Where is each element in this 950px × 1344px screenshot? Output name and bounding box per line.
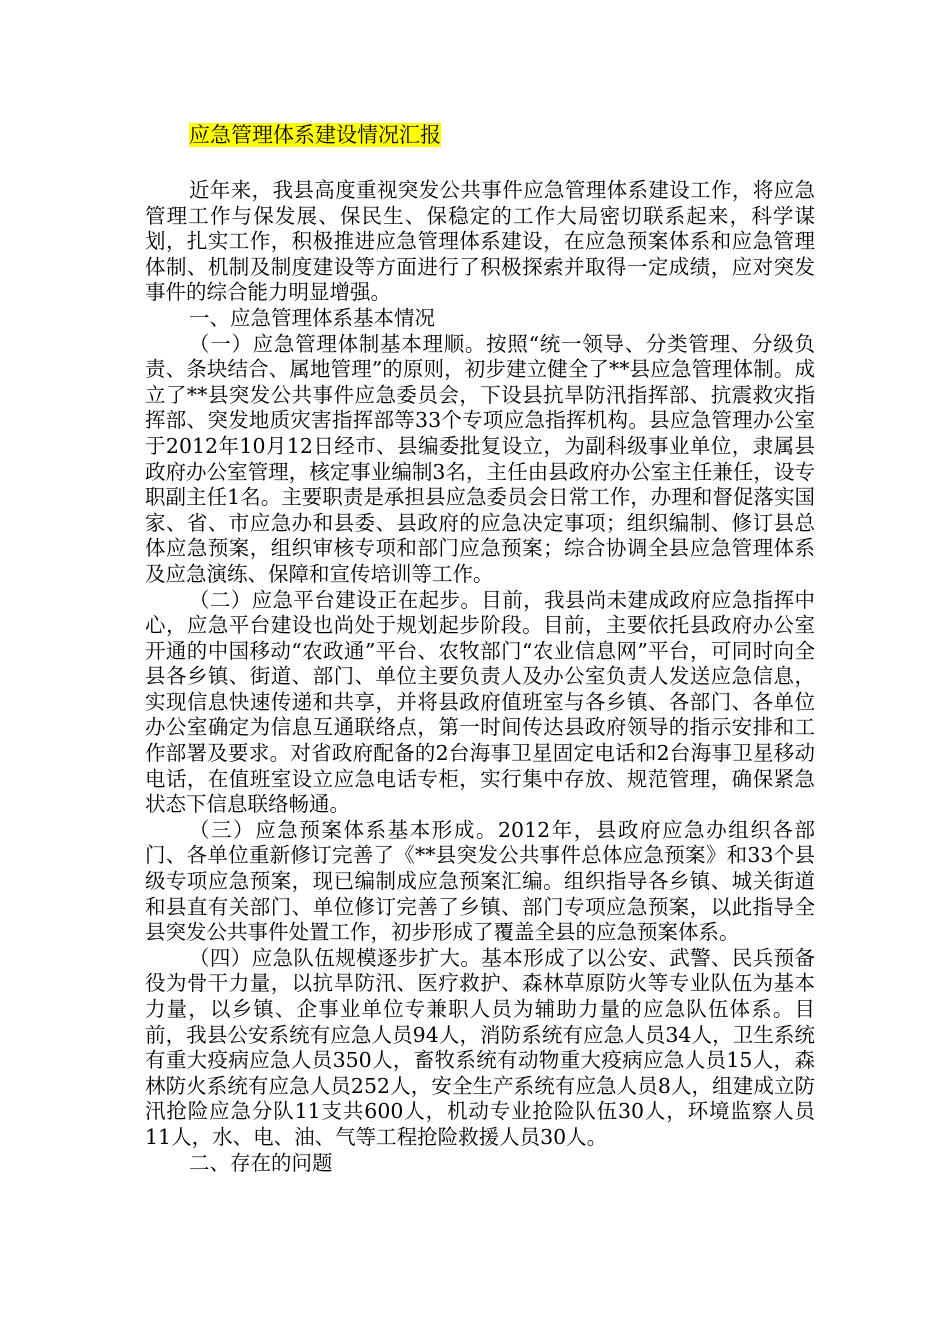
paragraph-platform-construction: （二）应急平台建设正在起步。目前，我县尚未建成政府应急指挥中心，应急平台建设也尚处于规划起步阶段。目前，主要依托县政府办公室开通的中国移动“农政通”平台、农牧部门“农业信息网”平台，可同时向全县各乡镇、街道、部门、单位主要负责人及办公室负责人发送应急信息，实现信息快速传递和共享，并将县政府值班室与各乡镇、各部门、各单位办公室确定为信息互通联络点，第一时间传达县政府领导的指示安排和工作部署及要求。对省政府配备的2台海事卫星固定电话和2台海事卫星移动电话，在值班室设立应急电话专柜，实行集中存放、规范管理，确保紧急状态下信息联络畅通。 bbox=[145, 587, 815, 817]
document-page bbox=[145, 120, 815, 1176]
paragraph-management-system: （一）应急管理体制基本理顺。按照“统一领导、分类管理、分级负责、条块结合、属地管理”的原则，初步建立健全了**县应急管理体制。成立了**县突发公共事件应急委员会，下设县抗旱防汛指挥部、抗震救灾指挥部、突发地质灾害指挥部等33个专项应急指挥机构。县应急管理办公室于2012年10月12日经市、县编委批复设立，为副科级事业单位，隶属县政府办公室管理，核定事业编制3名，主任由县政府办公室主任兼任，设专职副主任1名。主要职责是承担县应急委员会日常工作，办理和督促落实国家、省、市应急办和县委、县政府的应急决定事项；组织编制、修订县总体应急预案，组织审核专项和部门应急预案；综合协调全县应急管理体系及应急演练、保障和宣传培训等工作。 bbox=[145, 331, 815, 586]
intro-paragraph: 近年来，我县高度重视突发公共事件应急管理体系建设工作，将应急管理工作与保发展、保民生、保稳定的工作大局密切联系起来，科学谋划，扎实工作，积极推进应急管理体系建设，在应急预案体系和应急管理体制、机制及制度建设等方面进行了积极探索并取得一定成绩，应对突发事件的综合能力明显增强。 bbox=[145, 178, 815, 305]
title-highlight: 应急管理体系建设情况汇报 bbox=[189, 123, 441, 147]
section-heading-2: 二、存在的问题 bbox=[189, 1150, 333, 1175]
document-title bbox=[189, 120, 815, 150]
paragraph-emergency-teams: （四）应急队伍规模逐步扩大。基本形成了以公安、武警、民兵预备役为骨干力量，以抗旱防汛、医疗救护、森林草原防火等专业队伍为基本力量，以乡镇、企事业单位专兼职人员为辅助力量的应急队伍体系。目前，我县公安系统有应急人员94人，消防系统有应急人员34人，卫生系统有重大疫病应急人员350人，畜牧系统有动物重大疫病应急人员15人，森林防火系统有应急人员252人，安全生产系统有应急人员8人，组建成立防汛抢险应急分队11支共600人，机动专业抢险队伍30人，环境监察人员11人，水、电、油、气等工程抢险救援人员30人。 bbox=[145, 945, 815, 1149]
paragraph-emergency-plans: （三）应急预案体系基本形成。2012年，县政府应急办组织各部门、各单位重新修订完善了《**县突发公共事件总体应急预案》和33个县级专项应急预案，现已编制成应急预案汇编。组织指导各乡镇、城关街道和县直有关部门、单位修订完善了乡镇、部门专项应急预案，以此指导全县突发公共事件处置工作，初步形成了覆盖全县的应急预案体系。 bbox=[145, 817, 815, 945]
section-heading-1: 一、应急管理体系基本情况 bbox=[189, 305, 435, 330]
